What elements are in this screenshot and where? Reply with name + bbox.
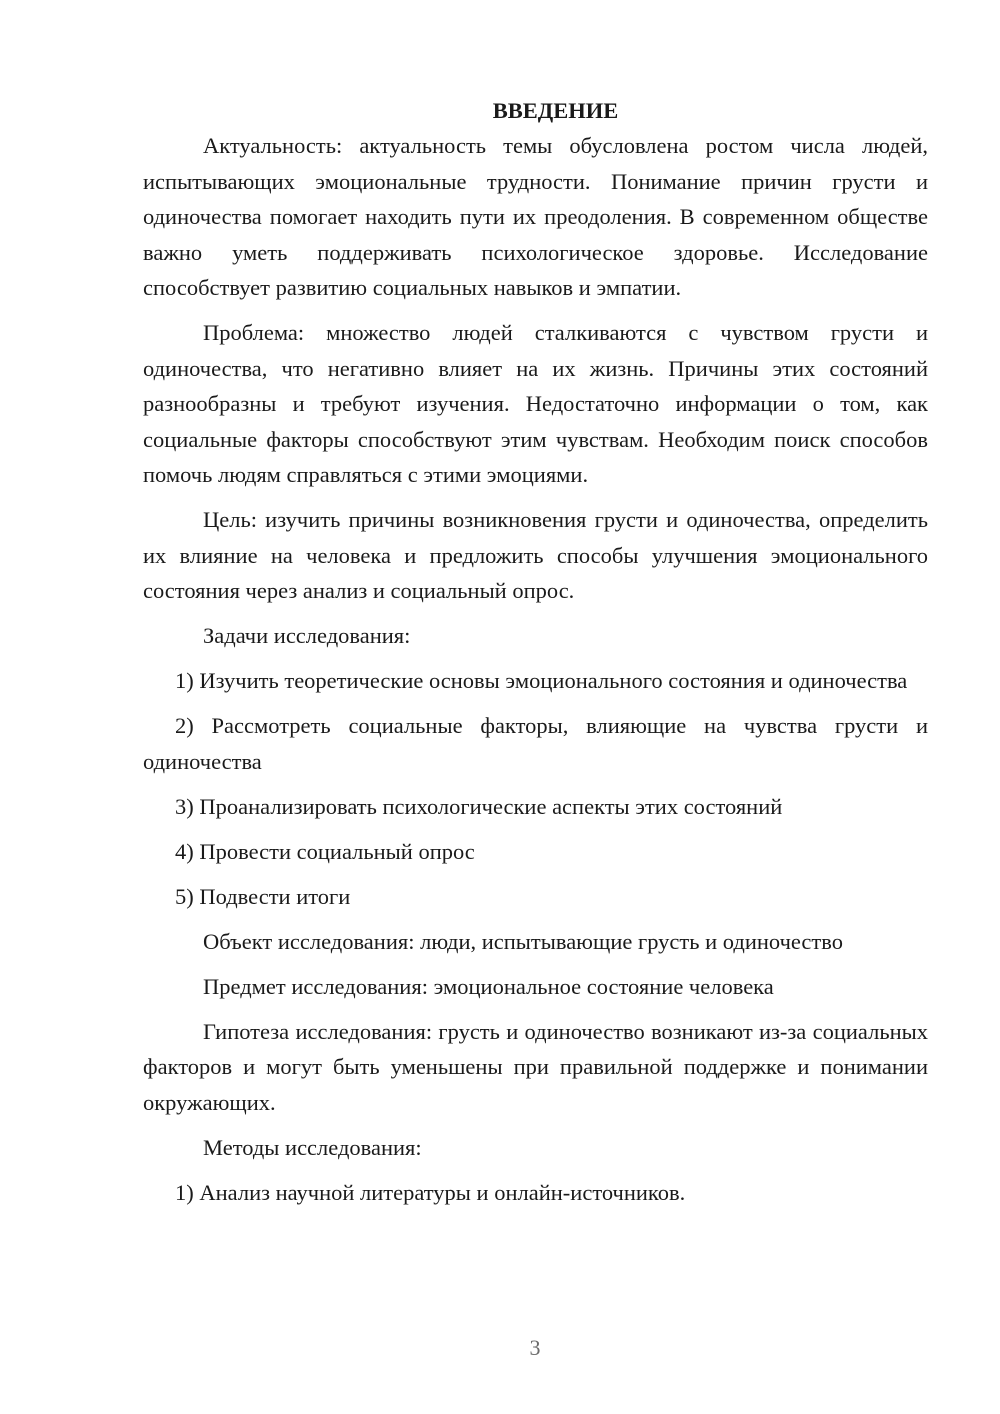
research-object: Объект исследования: люди, испытывающие грусть и одиночество bbox=[203, 928, 843, 954]
tasks-heading: Задачи исследования: bbox=[203, 623, 411, 648]
problem-paragraph: Проблема: множество людей сталкиваются с чувством грусти и одиночества, что негативно влияет на их жизнь. Причины этих состояний разнообразны и требуют изучения. Недостаточно информации о том, как социальные факторы способствуют этим чувствам. Необходим поиск способов помочь людям справляться с этими эмоциями. bbox=[143, 320, 928, 487]
task-item-1: 1) Изучить теоретические основы эмоционального состояния и одиночества bbox=[175, 668, 908, 693]
section-title: ВВЕДЕНИЕ bbox=[492, 98, 619, 123]
task-item-4: 4) Провести социальный опрос bbox=[175, 838, 475, 864]
research-subject: Предмет исследования: эмоциональное состояние человека bbox=[203, 973, 774, 999]
methods-heading: Методы исследования: bbox=[203, 1134, 422, 1160]
goal-paragraph: Цель: изучить причины возникновения грусти и одиночества, определить их влияние на человека и предложить способы улучшения эмоционального состояния через анализ и социальный опрос. bbox=[143, 507, 928, 603]
task-item-3: 3) Проанализировать психологические аспекты этих состояний bbox=[175, 793, 783, 819]
task-item-5: 5) Подвести итоги bbox=[175, 883, 351, 909]
hypothesis-paragraph: Гипотеза исследования: грусть и одиночество возникают из-за социальных факторов и могут быть уменьшены при правильной поддержке и понимании окружающих. bbox=[143, 1018, 928, 1115]
page-number: 3 bbox=[529, 1335, 541, 1360]
relevance-paragraph: Актуальность: актуальность темы обусловлена ростом числа людей, испытывающих эмоциональные трудности. Понимание причин грусти и одиночества помогает находить пути их преодоления. В современном обществе важно уметь поддерживать психологическое здоровье. Исследование способствует развитию социальных навыков и эмпатии. bbox=[143, 133, 928, 300]
page-content bbox=[143, 93, 928, 1220]
method-item-1: 1) Анализ научной литературы и онлайн-источников. bbox=[175, 1179, 686, 1205]
task-item-2: 2) Рассмотреть социальные факторы, влияющие на чувства грусти и одиночества bbox=[143, 713, 928, 774]
